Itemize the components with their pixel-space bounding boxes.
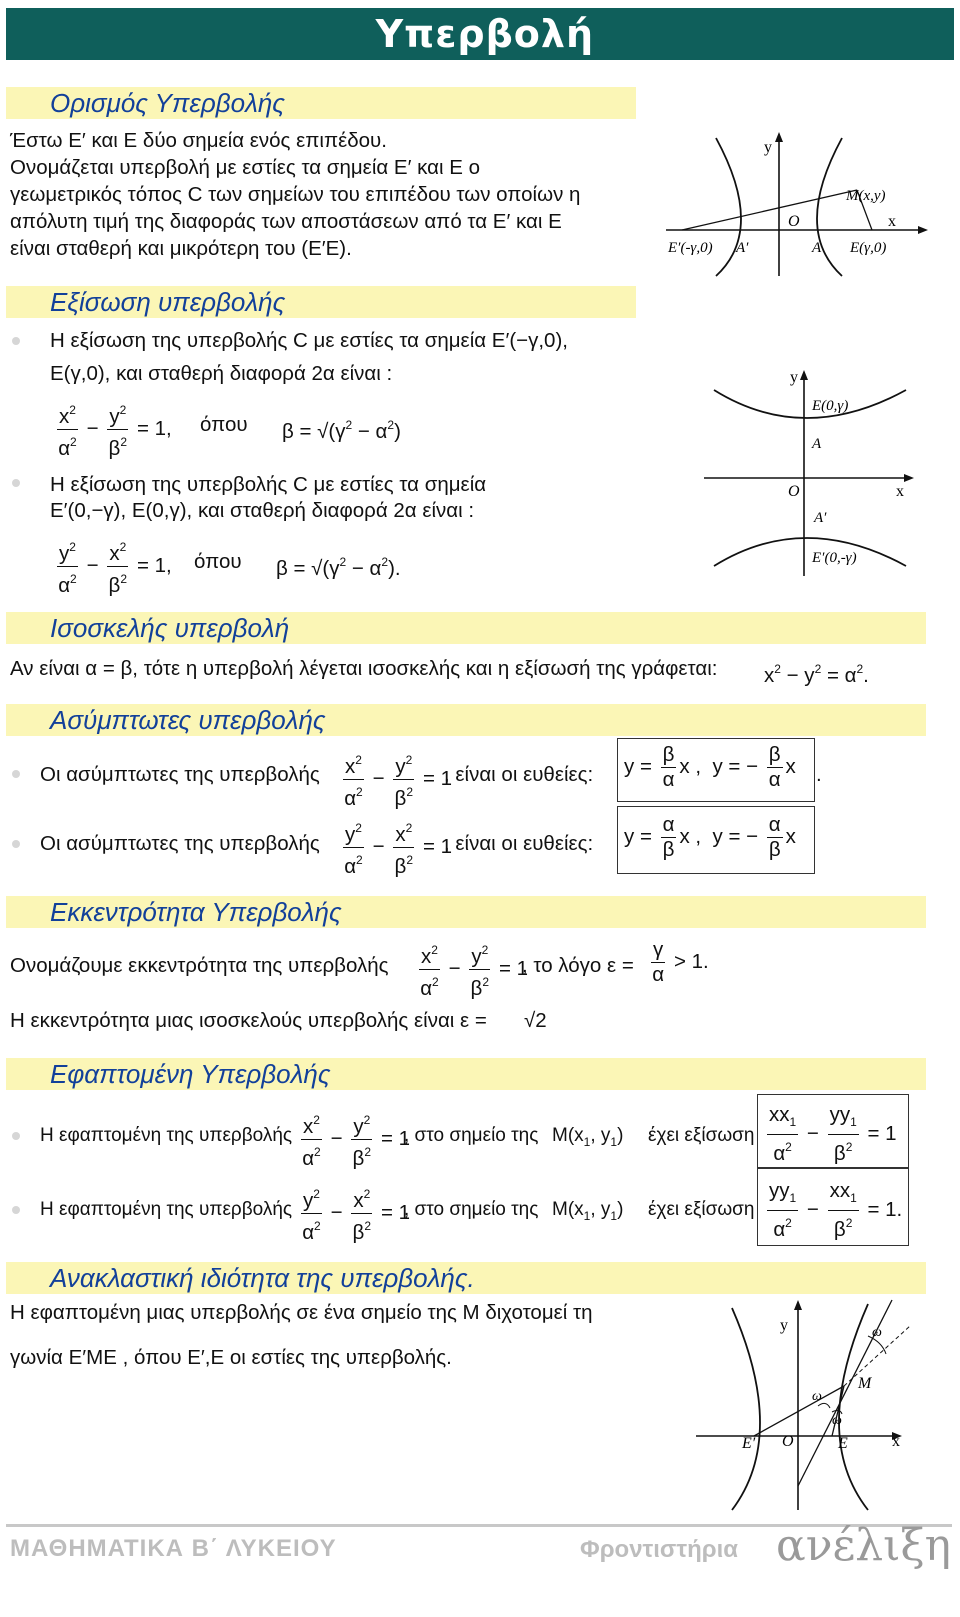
where-label: όπου [194,550,242,573]
fig3-focus-e: E [838,1435,848,1452]
definition-line-3: γεωμετρικός τόπος C των σημείων του επιπέδου των οποίων η [10,183,581,206]
fig1-origin: O [788,213,800,230]
brand-logo: ανέλιξη [776,1520,951,1571]
section-definition [6,87,636,119]
footer-tutoring: Φροντιστήρια [580,1536,738,1563]
reflective-line-1: Η εφαπτομένη μιας υπερβολής σε ένα σημείο της Μ διχοτομεί τη [10,1301,593,1324]
tangent-at-point-2: , στο σημείο της [404,1199,539,1220]
fig2-origin: O [788,483,800,500]
fig3-x-label: x [892,1433,900,1450]
tangent-intro-1: Η εφαπτομένη της υπερβολής [40,1125,293,1146]
bullet [12,770,20,778]
fig1-focus-e-prime: E′(-γ,0) [668,240,713,256]
section-isosceles [6,612,926,644]
eccentricity-line-1: Ονομάζουμε εκκεντρότητα της υπερβολής [10,954,389,977]
fig3-omega-top: ω [872,1325,882,1340]
fig1-vertex-a-prime: A′ [736,240,749,256]
bullet [12,1132,20,1140]
asymptotes-intro-1: Οι ασύμπτωτες της υπερβολής [40,763,320,786]
tangent-point-1: $M(x_1$, $y_1$) [552,1125,624,1149]
definition-line-5: είναι σταθερή και μικρότερη του (Ε′Ε). [10,237,352,260]
fig3-point-m: M [858,1375,872,1392]
title-bar [6,8,954,60]
fig2-y-label: y [790,369,798,386]
definition-line-1: Έστω Ε′ και Ε δύο σημεία ενός επιπέδου. [10,129,387,152]
bullet [12,1206,20,1214]
tangent-hyperbola-1: $\frac{x^2}{\alpha^2}$ − $\frac{y^2}{\beta^2}$ = 1 [298,1108,410,1171]
tangent-has-equation-2: έχει εξίσωση [648,1199,755,1220]
equation-b2-line-1: Η εξίσωση της υπερβολής C με εστίες τα σημεία [50,473,487,496]
eccentricity-isosceles-value: √2 [524,1009,547,1032]
section-equation [6,286,636,318]
hyperbola-figure-2 [700,366,922,580]
bullet [12,337,20,345]
fig2-vertex-a-prime: A′ [814,510,827,526]
fig3-origin: O [782,1433,794,1450]
asymptotes-tail-1: , είναι οι ευθείες: [444,763,594,786]
beta-definition-1: $\beta = √(\gamma^2 - \alpha^2)$ [282,418,401,443]
tangent-hyperbola-2: $\frac{y^2}{\alpha^2}$ − $\frac{x^2}{\beta^2}$ = 1 [298,1182,410,1245]
eccentricity-ratio-label: , το λόγο ε = [522,954,634,977]
where-label: όπου [200,413,248,436]
fig1-focus-e: E(γ,0) [850,240,887,256]
isosceles-text: Αν είναι α = β, τότε η υπερβολή λέγεται ισοσκελής και η εξίσωσή της γράφεται: [10,657,718,680]
section-tangent [6,1058,926,1090]
section-reflective [6,1262,926,1294]
asymptotes-box-1: y = $\frac{\beta}{\alpha}$ x , y = − $\frac{\beta}{\alpha}$ x [617,738,815,802]
asymptotes-equation-1: $\frac{x^2}{\alpha^2}$ − $\frac{y^2}{\beta^2}$ = 1 [340,748,452,811]
equation-b2-line-2: Ε′(0,−γ), Ε(0,γ), και σταθερή διαφορά 2α είναι : [50,499,475,522]
asymptotes-box-2: y = $\frac{\alpha}{\beta}$ x , y = − $\frac{\alpha}{\beta}$ x [617,806,815,874]
footer-subject: ΜΑΘΗΜΑΤΙΚΑ Β΄ ΛΥΚΕΙΟΥ [10,1535,337,1562]
fig2-x-label: x [896,483,904,500]
tangent-has-equation-1: έχει εξίσωση [648,1125,755,1146]
section-title: Εκκεντρότητα Υπερβολής [50,897,342,927]
equation-b1-line-1: Η εξίσωση της υπερβολής C με εστίες τα σημεία Ε′(−γ,0), [50,329,568,352]
eccentricity-equation: $\frac{x^2}{\alpha^2}$ − $\frac{y^2}{\beta^2}$ = 1 [416,938,528,1001]
fig2-vertex-a: A [812,436,822,452]
equation-formula-2: $\frac{y^2}{\alpha^2}$ − $\frac{x^2}{\beta^2}$ = 1, [54,535,172,598]
section-title: Ασύμπτωτες υπερβολής [50,705,326,735]
asymptotes-equation-2: $\frac{y^2}{\alpha^2}$ − $\frac{x^2}{\beta^2}$ = 1 [340,816,452,879]
reflective-line-2: γωνία Ε′ΜΕ , όπου Ε′,Ε οι εστίες της υπερβολής. [10,1346,452,1369]
hyperbola-figure-1 [666,128,936,278]
fig3-y-label: y [780,1317,788,1334]
page-title: Υπερβολή [375,12,594,56]
section-title: Ανακλαστική ιδιότητα της υπερβολής. [50,1263,475,1293]
fig2-focus-e-prime: E′(0,-γ) [812,550,857,566]
definition-line-4: απόλυτη τιμή της διαφοράς των αποστάσεων από τα Ε′ και Ε [10,210,562,233]
fig1-x-label: x [888,213,896,230]
fig3-omega-right: ω [832,1413,842,1428]
isosceles-formula: $x^2 - y^2 = \alpha^2$. [764,662,869,687]
section-title: Εφαπτομένη Υπερβολής [50,1059,331,1089]
hyperbola-figure-3 [692,1296,928,1512]
eccentricity-line-2: Η εκκεντρότητα μιας ισοσκελούς υπερβολής είναι ε = [10,1009,487,1032]
tangent-box-2: $\frac{yy_1}{\alpha^2}$ − $\frac{xx_1}{\beta^2}$ = 1. [757,1168,909,1246]
section-asymptotes [6,704,926,736]
fig1-y-label: y [764,139,772,156]
fig3-omega-left: ω [812,1389,822,1404]
tangent-at-point-1: , στο σημείο της [404,1125,539,1146]
definition-line-2: Ονομάζεται υπερβολή με εστίες τα σημεία Ε′ και Ε ο [10,156,480,179]
fig1-point-m: M(x,y) [846,188,886,204]
asymptotes-intro-2: Οι ασύμπτωτες της υπερβολής [40,832,320,855]
tangent-intro-2: Η εφαπτομένη της υπερβολής [40,1199,293,1220]
bullet [12,840,20,848]
section-title: Ορισμός Υπερβολής [50,88,285,118]
tangent-box-1: $\frac{xx_1}{\alpha^2}$ − $\frac{yy_1}{\beta^2}$ = 1 [757,1094,909,1168]
equation-b1-line-2: Ε(γ,0), και σταθερή διαφορά 2α είναι : [50,362,393,385]
asymptotes-tail-2: , είναι οι ευθείες: [444,832,594,855]
section-title: Εξίσωση υπερβολής [50,287,286,317]
eccentricity-ratio: $\frac{\gamma}{\alpha}$ > 1. [652,938,709,986]
beta-definition-2: $\beta = √(\gamma^2 - \alpha^2)$. [276,555,401,580]
equation-formula-1: $\frac{x^2}{\alpha^2}$ − $\frac{y^2}{\beta^2}$ = 1, [54,398,172,461]
tangent-point-2: $M(x_1$, $y_1$) [552,1199,624,1223]
fig2-focus-e: E(0,γ) [812,398,849,414]
section-title: Ισοσκελής υπερβολή [50,613,290,643]
fig3-focus-e-prime: E′ [742,1435,756,1452]
section-eccentricity [6,896,926,928]
bullet [12,479,20,487]
fig1-vertex-a: A [812,240,822,256]
